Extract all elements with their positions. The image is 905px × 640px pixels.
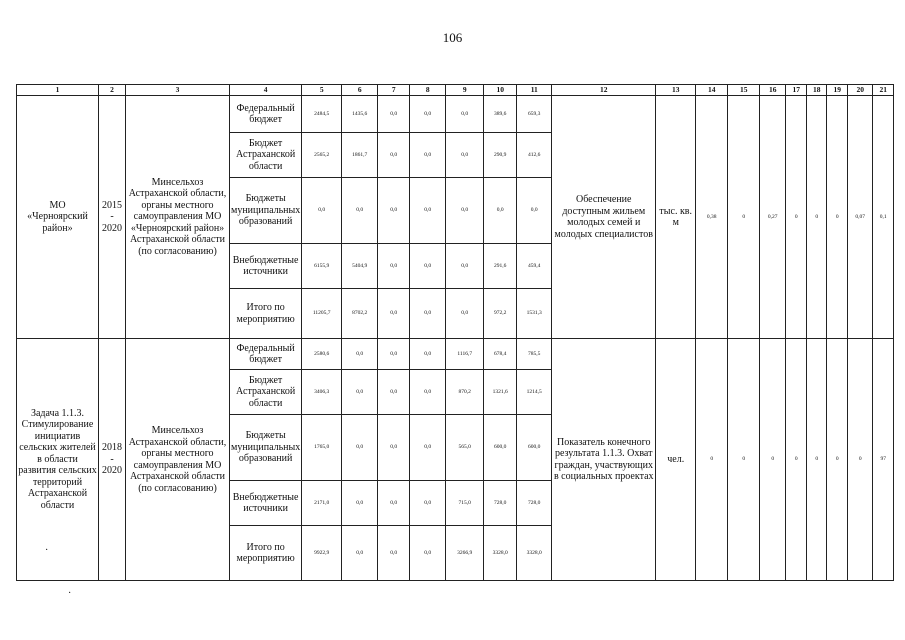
value-cell: 715,0 bbox=[446, 481, 484, 526]
value-cell: 0,0 bbox=[378, 178, 410, 244]
value-cell: 0,0 bbox=[378, 133, 410, 178]
header-cell: 3 bbox=[126, 85, 230, 96]
value-cell: 0,0 bbox=[302, 178, 342, 244]
indicator-value-cell: 0 bbox=[848, 339, 873, 581]
value-cell: 678,4 bbox=[484, 339, 517, 370]
funding-source-cell: Бюджеты муниципальных образований bbox=[230, 415, 302, 481]
value-cell: 412,6 bbox=[517, 133, 552, 178]
value-cell: 0,0 bbox=[378, 526, 410, 581]
value-cell: 2580,6 bbox=[302, 339, 342, 370]
value-cell: 1214,5 bbox=[517, 370, 552, 415]
value-cell: 728,0 bbox=[517, 481, 552, 526]
header-cell: 7 bbox=[378, 85, 410, 96]
executor-cell: Минсельхоз Астраханской области, органы местного самоуправления МО Астраханской области (по согласованию) bbox=[126, 339, 230, 581]
header-cell: 2 bbox=[99, 85, 126, 96]
value-cell: 1116,7 bbox=[446, 339, 484, 370]
header-cell: 4 bbox=[230, 85, 302, 96]
value-cell: 0,0 bbox=[484, 178, 517, 244]
value-cell: 0,0 bbox=[410, 481, 446, 526]
value-cell: 11205,7 bbox=[302, 289, 342, 339]
value-cell: 0,0 bbox=[410, 370, 446, 415]
value-cell: 659,3 bbox=[517, 96, 552, 133]
indicator-value-cell: 0 bbox=[728, 339, 760, 581]
value-cell: 291,6 bbox=[484, 244, 517, 289]
value-cell: 0,0 bbox=[342, 339, 378, 370]
value-cell: 2171,0 bbox=[302, 481, 342, 526]
value-cell: 0,0 bbox=[410, 244, 446, 289]
indicator-value-cell: 0 bbox=[807, 96, 827, 339]
header-cell: 9 bbox=[446, 85, 484, 96]
value-cell: 0,0 bbox=[378, 244, 410, 289]
header-cell: 17 bbox=[786, 85, 807, 96]
scan-speck: · bbox=[68, 588, 72, 599]
value-cell: 785,5 bbox=[517, 339, 552, 370]
indicator-value-cell: 0 bbox=[696, 339, 728, 581]
funding-source-cell: Итого по мероприятию bbox=[230, 289, 302, 339]
value-cell: 0,0 bbox=[410, 96, 446, 133]
value-cell: 0,0 bbox=[446, 178, 484, 244]
value-cell: 2565,2 bbox=[302, 133, 342, 178]
unit-cell: чел. bbox=[656, 339, 696, 581]
header-cell: 11 bbox=[517, 85, 552, 96]
value-cell: 0,0 bbox=[410, 178, 446, 244]
period-cell: 2015 - 2020 bbox=[99, 96, 126, 339]
funding-source-cell: Внебюджетные источники bbox=[230, 244, 302, 289]
indicator-value-cell: 0 bbox=[786, 339, 807, 581]
header-cell: 6 bbox=[342, 85, 378, 96]
value-cell: 3266,9 bbox=[446, 526, 484, 581]
header-cell: 1 bbox=[17, 85, 99, 96]
value-cell: 0,0 bbox=[378, 415, 410, 481]
funding-source-cell: Бюджет Астраханской области bbox=[230, 133, 302, 178]
scan-speck: · bbox=[45, 545, 49, 556]
value-cell: 0,0 bbox=[342, 415, 378, 481]
table-row bbox=[17, 339, 894, 370]
value-cell: 0,0 bbox=[342, 481, 378, 526]
value-cell: 9922,9 bbox=[302, 526, 342, 581]
value-cell: 0,0 bbox=[378, 481, 410, 526]
header-cell: 10 bbox=[484, 85, 517, 96]
header-cell: 15 bbox=[728, 85, 760, 96]
value-cell: 0,0 bbox=[342, 526, 378, 581]
value-cell: 870,2 bbox=[446, 370, 484, 415]
executor-cell: Минсельхоз Астраханской области, органы местного самоуправления МО «Черноярский район» Астраханской области (по согласованию) bbox=[126, 96, 230, 339]
funding-source-cell: Бюджет Астраханской области bbox=[230, 370, 302, 415]
indicator-value-cell: 0,1 bbox=[873, 96, 894, 339]
value-cell: 565,0 bbox=[446, 415, 484, 481]
value-cell: 600,0 bbox=[517, 415, 552, 481]
activity-cell: МО «Черноярский район» bbox=[17, 96, 99, 339]
table-row bbox=[17, 96, 894, 133]
value-cell: 389,6 bbox=[484, 96, 517, 133]
value-cell: 972,2 bbox=[484, 289, 517, 339]
funding-source-cell: Итого по мероприятию bbox=[230, 526, 302, 581]
value-cell: 0,0 bbox=[446, 133, 484, 178]
value-cell: 0,0 bbox=[446, 96, 484, 133]
header-row bbox=[17, 85, 894, 96]
value-cell: 1435,6 bbox=[342, 96, 378, 133]
indicator-value-cell: 0 bbox=[827, 339, 848, 581]
value-cell: 290,9 bbox=[484, 133, 517, 178]
unit-cell: тыс. кв. м bbox=[656, 96, 696, 339]
funding-source-cell: Бюджеты муниципальных образований bbox=[230, 178, 302, 244]
header-cell: 14 bbox=[696, 85, 728, 96]
indicator-value-cell: 0,38 bbox=[696, 96, 728, 339]
value-cell: 1861,7 bbox=[342, 133, 378, 178]
value-cell: 0,0 bbox=[410, 339, 446, 370]
indicator-name-cell: Показатель конечного результата 1.1.3. Охват граждан, участвующих в социальных проектах bbox=[552, 339, 656, 581]
funding-source-cell: Внебюджетные источники bbox=[230, 481, 302, 526]
indicator-value-cell: 0,27 bbox=[760, 96, 786, 339]
funding-source-cell: Федеральный бюджет bbox=[230, 339, 302, 370]
header-cell: 8 bbox=[410, 85, 446, 96]
value-cell: 0,0 bbox=[378, 370, 410, 415]
page-number: 106 bbox=[442, 30, 463, 45]
funding-source-cell: Федеральный бюджет bbox=[230, 96, 302, 133]
value-cell: 728,0 bbox=[484, 481, 517, 526]
task-cell: Задача 1.1.3. Стимулирование инициатив сельских жителей в области развития сельских территорий Астраханской области bbox=[17, 339, 99, 581]
header-cell: 12 bbox=[552, 85, 656, 96]
value-cell: 1531,3 bbox=[517, 289, 552, 339]
value-cell: 0,0 bbox=[410, 133, 446, 178]
value-cell: 600,0 bbox=[484, 415, 517, 481]
value-cell: 0,0 bbox=[342, 370, 378, 415]
indicator-value-cell: 0 bbox=[807, 339, 827, 581]
value-cell: 6155,9 bbox=[302, 244, 342, 289]
header-cell: 21 bbox=[873, 85, 894, 96]
header-cell: 19 bbox=[827, 85, 848, 96]
program-table bbox=[16, 84, 894, 581]
header-cell: 20 bbox=[848, 85, 873, 96]
value-cell: 2484,5 bbox=[302, 96, 342, 133]
indicator-value-cell: 97 bbox=[873, 339, 894, 581]
value-cell: 0,0 bbox=[410, 289, 446, 339]
value-cell: 0,0 bbox=[342, 178, 378, 244]
value-cell: 0,0 bbox=[378, 96, 410, 133]
value-cell: 0,0 bbox=[378, 289, 410, 339]
value-cell: 0,0 bbox=[410, 526, 446, 581]
value-cell: 0,0 bbox=[378, 339, 410, 370]
value-cell: 459,4 bbox=[517, 244, 552, 289]
indicator-value-cell: 0 bbox=[728, 96, 760, 339]
header-cell: 5 bbox=[302, 85, 342, 96]
value-cell: 3328,0 bbox=[517, 526, 552, 581]
value-cell: 8702,2 bbox=[342, 289, 378, 339]
indicator-value-cell: 0 bbox=[827, 96, 848, 339]
indicator-name-cell: Обеспечение доступным жильем молодых семей и молодых специалистов bbox=[552, 96, 656, 339]
indicator-value-cell: 0 bbox=[786, 96, 807, 339]
indicator-value-cell: 0,07 bbox=[848, 96, 873, 339]
value-cell: 3328,0 bbox=[484, 526, 517, 581]
header-cell: 13 bbox=[656, 85, 696, 96]
value-cell: 5404,9 bbox=[342, 244, 378, 289]
indicator-value-cell: 0 bbox=[760, 339, 786, 581]
value-cell: 0,0 bbox=[446, 244, 484, 289]
header-cell: 16 bbox=[760, 85, 786, 96]
value-cell: 1765,0 bbox=[302, 415, 342, 481]
value-cell: 0,0 bbox=[446, 289, 484, 339]
header-cell: 18 bbox=[807, 85, 827, 96]
value-cell: 3406,3 bbox=[302, 370, 342, 415]
value-cell: 0,0 bbox=[517, 178, 552, 244]
value-cell: 0,0 bbox=[410, 415, 446, 481]
value-cell: 1321,6 bbox=[484, 370, 517, 415]
period-cell: 2018 - 2020 bbox=[99, 339, 126, 581]
